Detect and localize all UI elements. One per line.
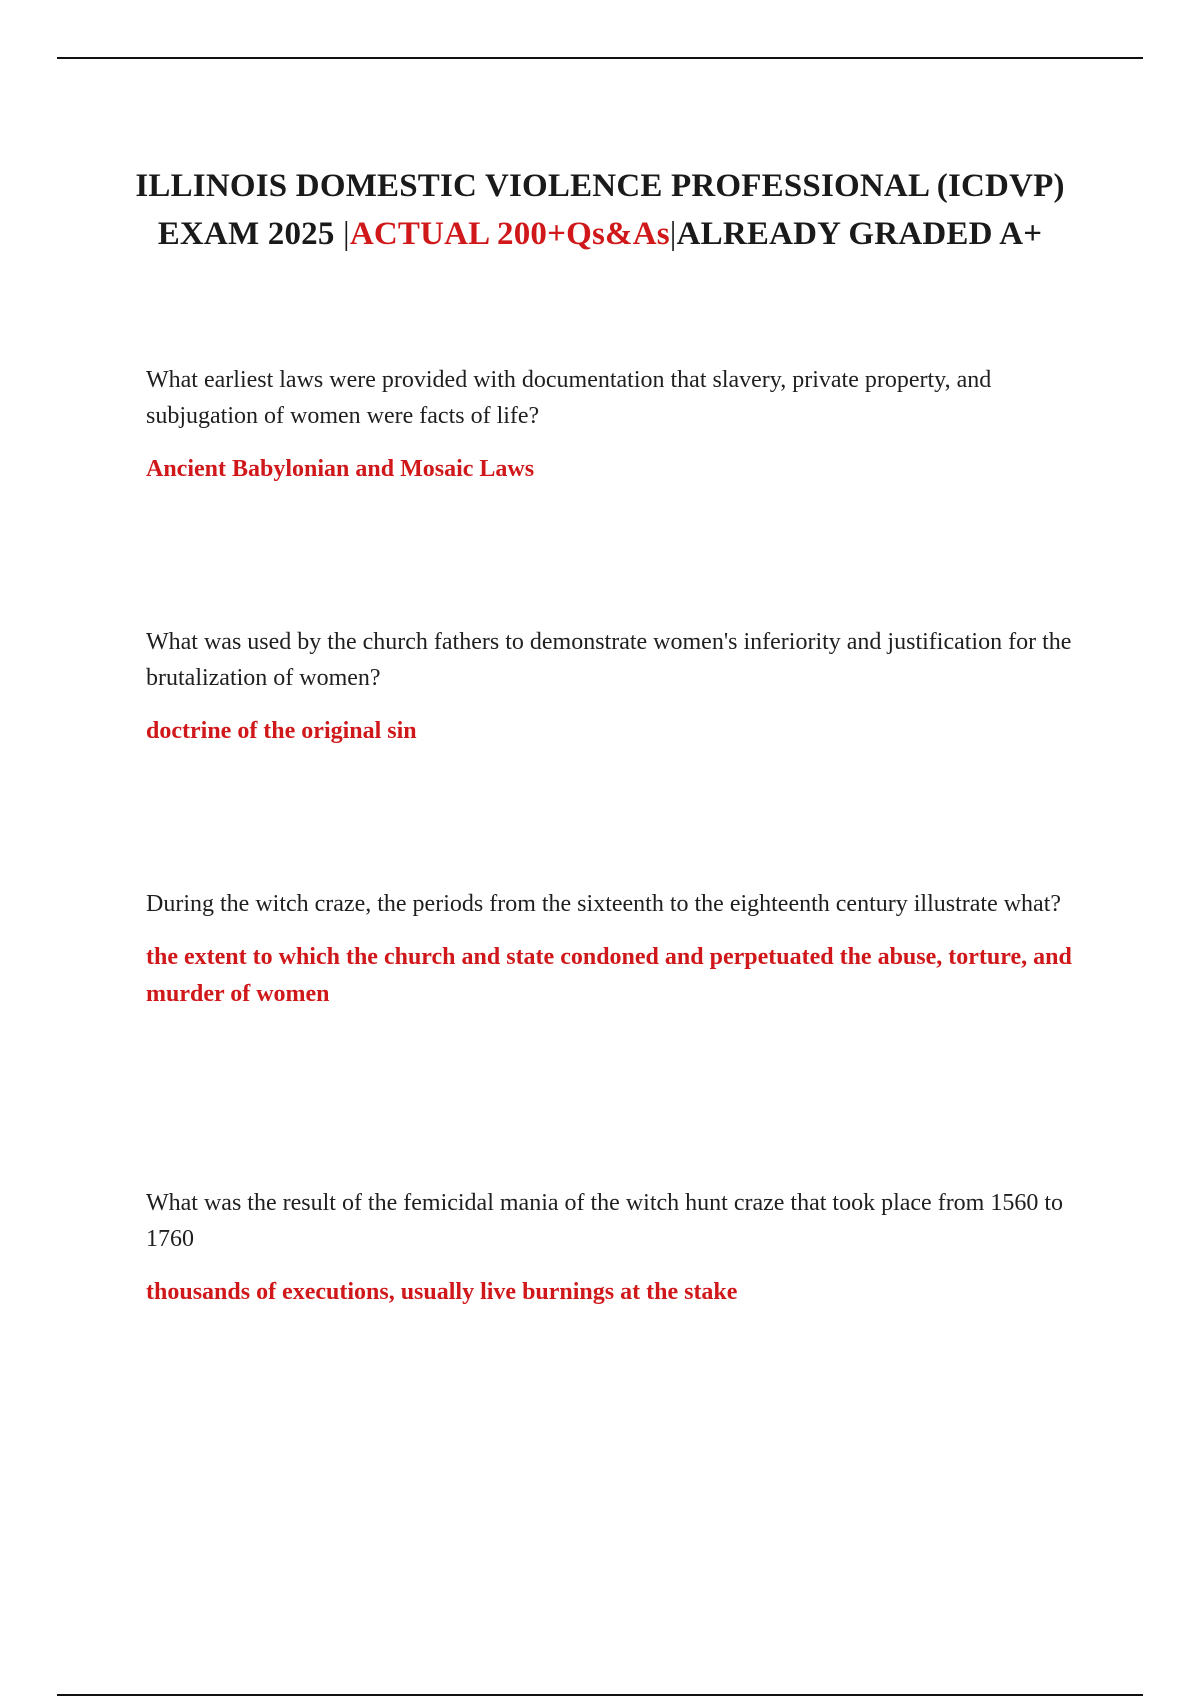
- answer-text: the extent to which the church and state condoned and perpetuated the abuse, torture, and murder of women: [146, 944, 1072, 1007]
- qa-item: [146, 624, 1106, 750]
- question-text: What earliest laws were provided with documentation that slavery, private property, and subjugation of women were facts of life?: [146, 367, 992, 429]
- title-separator: |: [669, 216, 677, 253]
- question-text: What was the result of the femicidal mania of the witch hunt craze that took place from 1560 to 1760: [146, 1190, 1064, 1252]
- title-separator: |: [343, 216, 350, 253]
- page-title: [130, 162, 1070, 258]
- answer-text: doctrine of the original sin: [146, 718, 417, 744]
- bottom-divider: [57, 1694, 1143, 1696]
- title-highlight: ACTUAL 200+Qs&As: [349, 216, 670, 253]
- qa-item: [146, 886, 1106, 1013]
- question-text: What was used by the church fathers to demonstrate women's inferiority and justification for the brutalization of women?: [146, 629, 1072, 691]
- top-divider: [57, 57, 1143, 59]
- answer-text: Ancient Babylonian and Mosaic Laws: [146, 456, 535, 482]
- answer-text: thousands of executions, usually live burnings at the stake: [146, 1279, 738, 1305]
- title-main: ILLINOIS DOMESTIC VIOLENCE PROFESSIONAL (ICDVP) EXAM 2025: [135, 168, 1065, 253]
- qa-item: [146, 1185, 1106, 1311]
- question-text: During the witch craze, the periods from the sixteenth to the eighteenth century illustrate what?: [146, 891, 1062, 917]
- title-grade: ALREADY GRADED A+: [676, 216, 1043, 253]
- qa-item: [146, 362, 1106, 488]
